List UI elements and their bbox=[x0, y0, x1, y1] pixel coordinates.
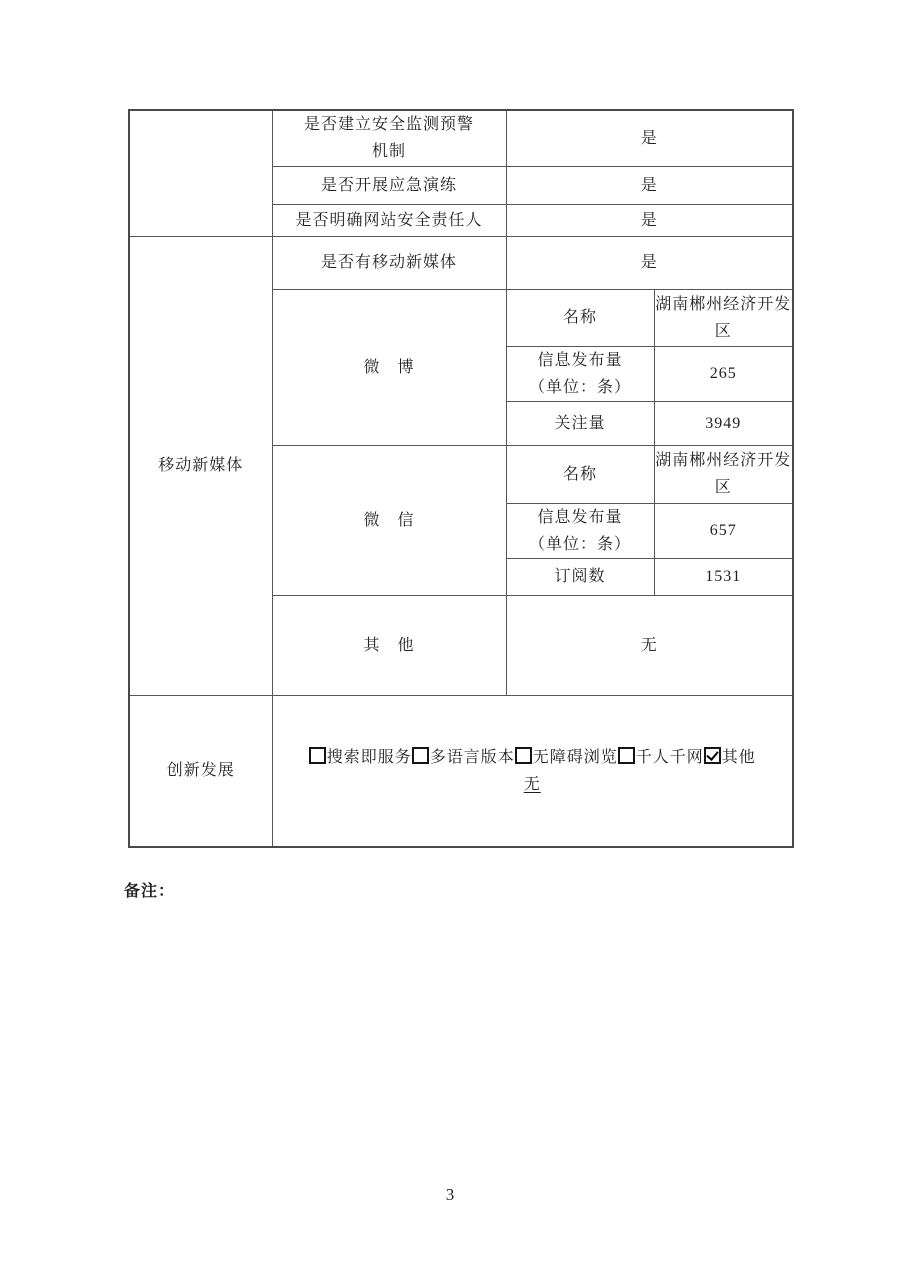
wechat-subscribers-value: 1531 bbox=[654, 558, 793, 595]
checkbox-label: 多语言版本 bbox=[429, 748, 515, 766]
checkbox-icon bbox=[309, 747, 326, 764]
wechat-subscribers-label: 订阅数 bbox=[506, 558, 654, 595]
weibo-name-value: 湖南郴州经济开发区 bbox=[654, 289, 793, 346]
other-media-label: 其 他 bbox=[272, 595, 506, 695]
security-row-value: 是 bbox=[506, 110, 793, 166]
checkbox-label: 搜索即服务 bbox=[326, 748, 412, 766]
weibo-name-label: 名称 bbox=[506, 289, 654, 346]
security-row-value: 是 bbox=[506, 166, 793, 204]
has-mobile-media-value: 是 bbox=[506, 236, 793, 289]
category-cell-empty bbox=[129, 110, 272, 236]
innovation-options-cell bbox=[272, 695, 793, 847]
checkbox-label: 其他 bbox=[721, 748, 756, 766]
table-row bbox=[129, 695, 793, 847]
innovation-option bbox=[618, 749, 704, 766]
weibo-followers-label: 关注量 bbox=[506, 401, 654, 445]
wechat-name-value: 湖南郴州经济开发区 bbox=[654, 445, 793, 503]
innovation-option bbox=[515, 749, 618, 766]
category-cell-mobile-media: 移动新媒体 bbox=[129, 236, 272, 695]
weibo-label-cell: 微 博 bbox=[272, 289, 506, 445]
weibo-posts-label-line2: （单位：条） bbox=[528, 378, 631, 396]
security-row-label bbox=[272, 110, 506, 166]
innovation-option bbox=[704, 749, 756, 766]
innovation-option bbox=[412, 749, 515, 766]
wechat-posts-value: 657 bbox=[654, 503, 793, 558]
checkbox-label: 无障碍浏览 bbox=[532, 748, 618, 766]
wechat-posts-label-line1: 信息发布量 bbox=[537, 508, 623, 526]
table-row bbox=[129, 236, 793, 289]
remarks-label: 备注： bbox=[124, 883, 176, 900]
security-row-label: 是否明确网站安全责任人 bbox=[272, 204, 506, 236]
other-media-value: 无 bbox=[506, 595, 793, 695]
weibo-followers-value: 3949 bbox=[654, 401, 793, 445]
checkbox-icon bbox=[618, 747, 635, 764]
table-row bbox=[129, 110, 793, 166]
security-row-label: 是否开展应急演练 bbox=[272, 166, 506, 204]
category-cell-innovation: 创新发展 bbox=[129, 695, 272, 847]
weibo-posts-value: 265 bbox=[654, 346, 793, 401]
has-mobile-media-label: 是否有移动新媒体 bbox=[272, 236, 506, 289]
checkbox-label: 千人千网 bbox=[635, 748, 704, 766]
checkbox-icon bbox=[515, 747, 532, 764]
security-row-value: 是 bbox=[506, 204, 793, 236]
wechat-label-cell: 微 信 bbox=[272, 445, 506, 595]
weibo-posts-label bbox=[506, 346, 654, 401]
innovation-option bbox=[309, 749, 412, 766]
checkbox-icon bbox=[704, 747, 721, 764]
security-row-label-text: 是否建立安全监测预警机制 bbox=[303, 116, 474, 161]
page-number: 3 bbox=[445, 1185, 455, 1204]
weibo-posts-label-line1: 信息发布量 bbox=[537, 351, 623, 369]
innovation-other-text: 无 bbox=[523, 775, 541, 793]
wechat-name-label: 名称 bbox=[506, 445, 654, 503]
report-table bbox=[128, 109, 794, 848]
innovation-options-line bbox=[309, 749, 756, 766]
wechat-posts-label bbox=[506, 503, 654, 558]
wechat-posts-label-line2: （单位：条） bbox=[528, 535, 631, 553]
checkbox-icon bbox=[412, 747, 429, 764]
